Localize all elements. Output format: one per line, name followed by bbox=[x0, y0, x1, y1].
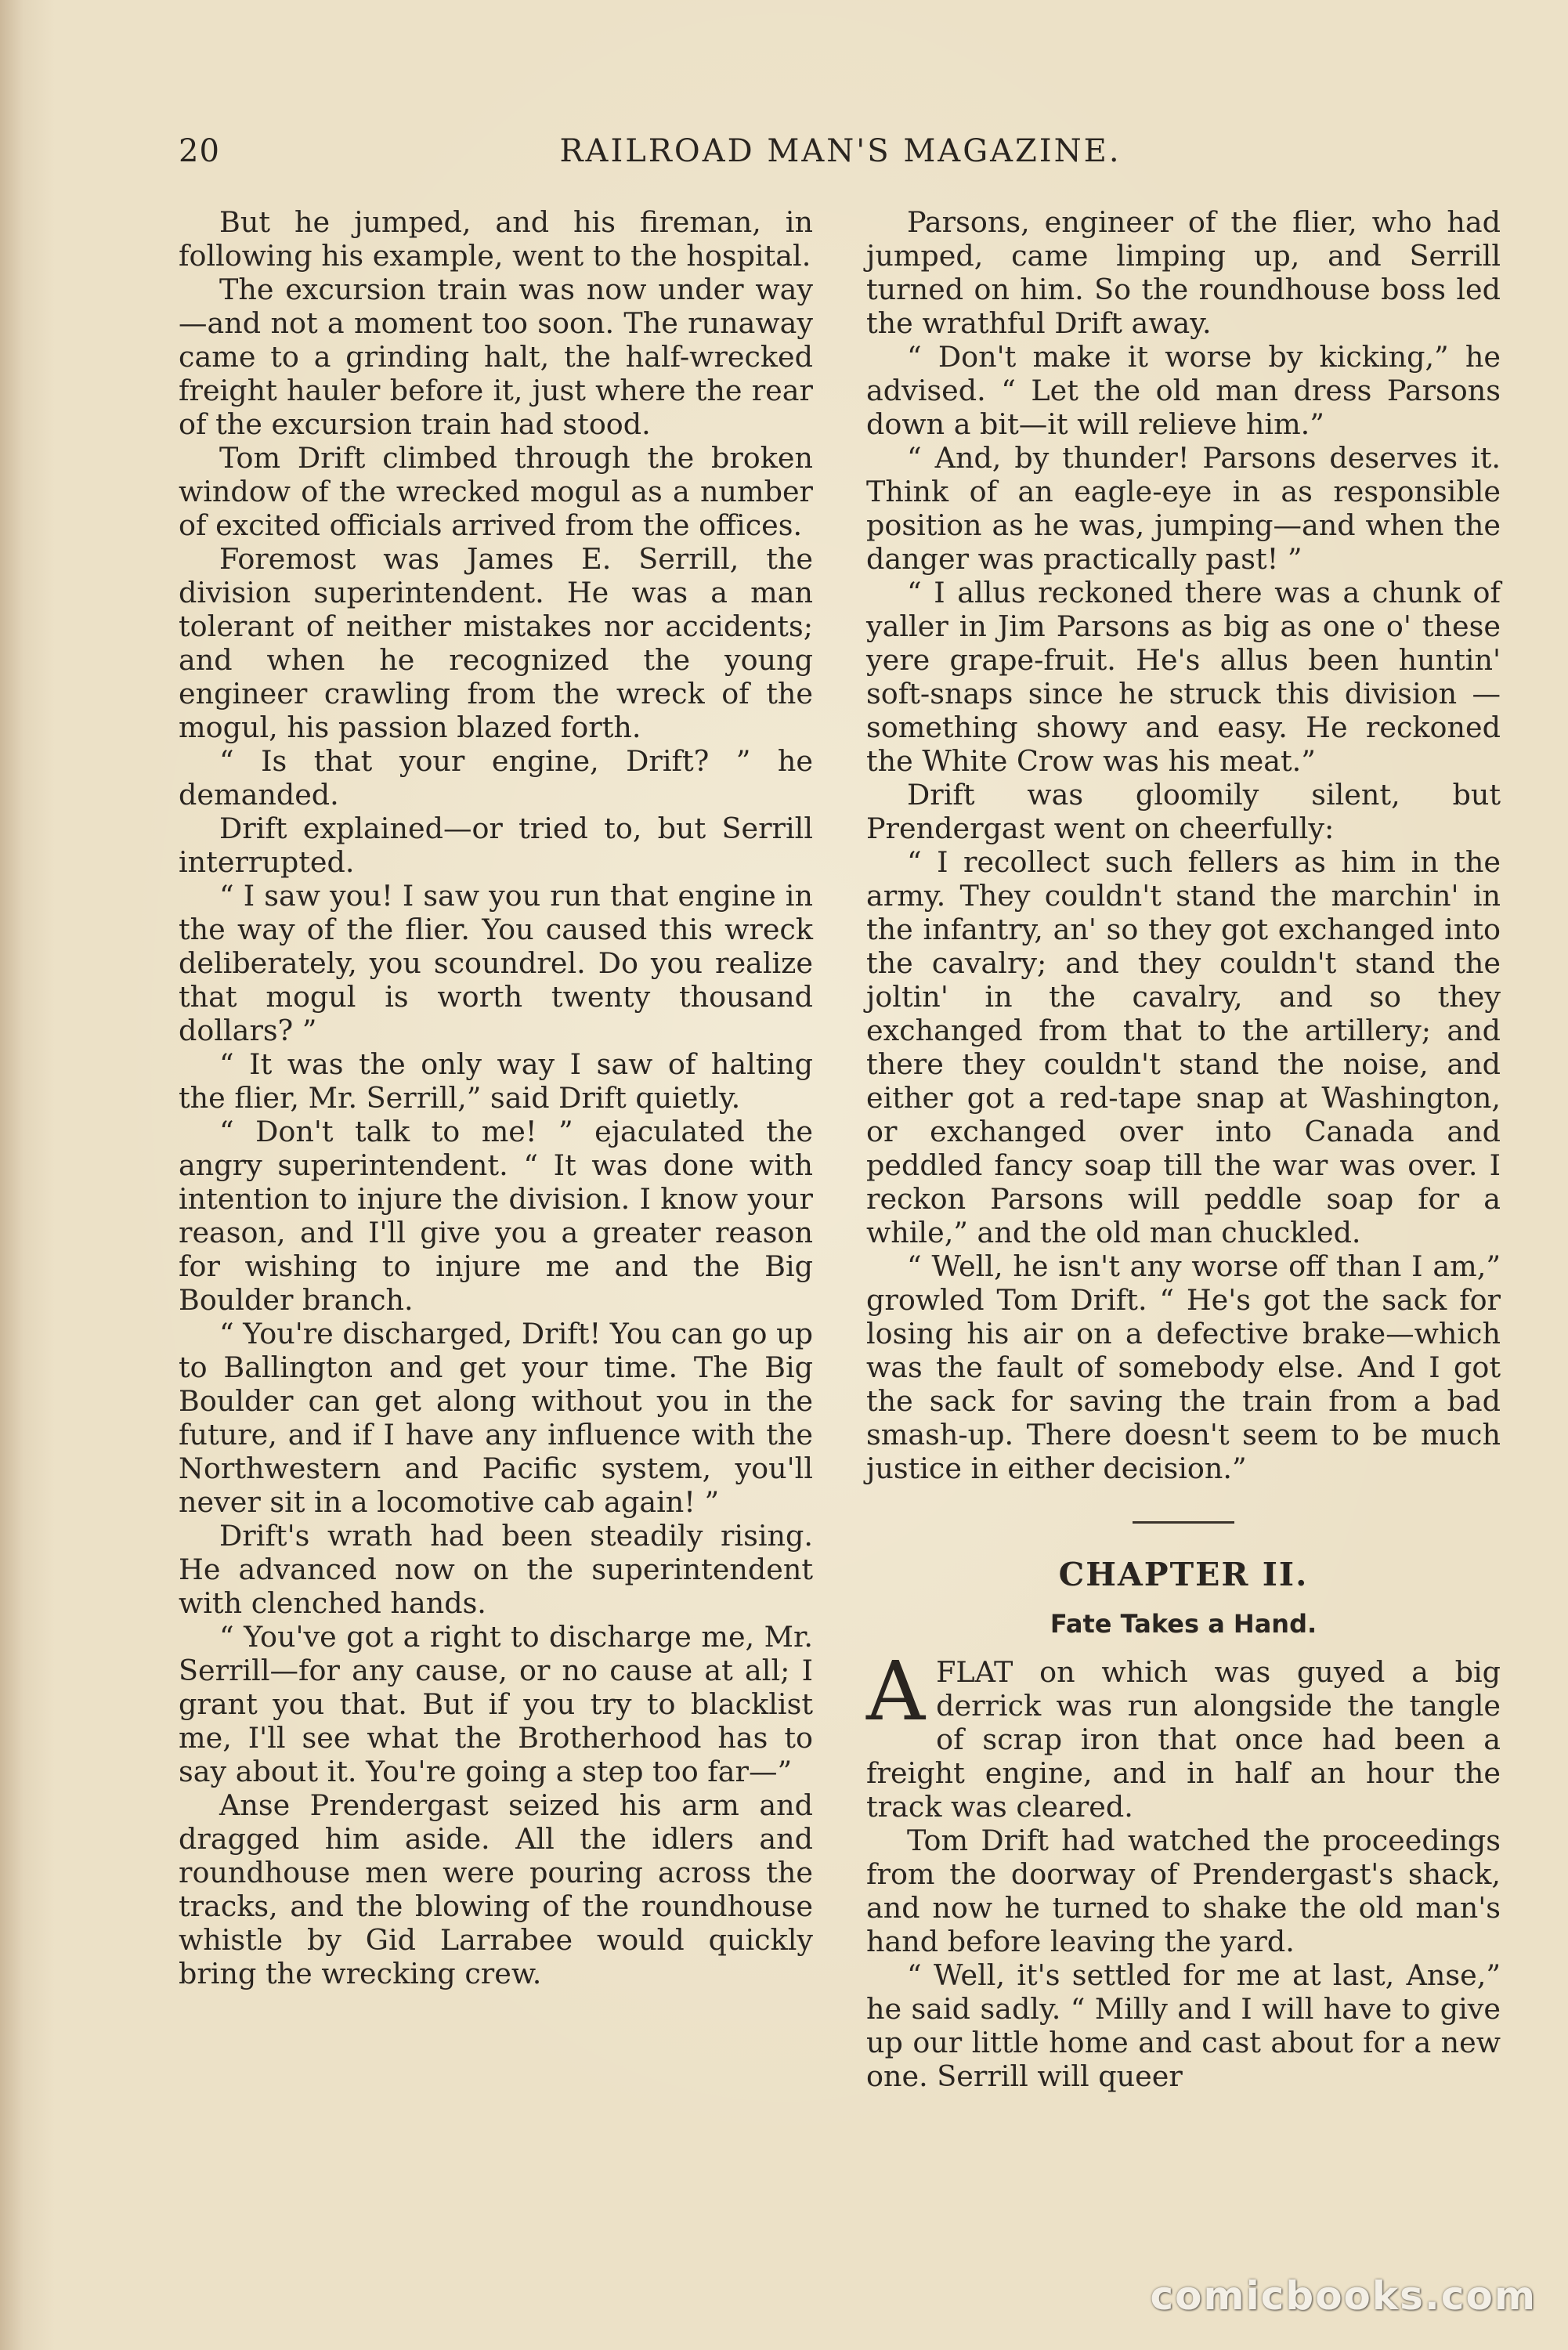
paragraph: Tom Drift climbed through the broken window of the wrecked mogul as a number of excited officials arrived from the offices. bbox=[179, 441, 813, 542]
chapter-subtitle: Fate Takes a Hand. bbox=[1050, 1609, 1317, 1639]
left-column bbox=[179, 205, 813, 1990]
paragraph: Drift was gloomily silent, but Prendergast went on cheerfully: bbox=[866, 778, 1501, 845]
paragraph: “ Don't talk to me! ” ejaculated the angry superintendent. “ It was done with intention to injure the division. I know your reason, and I'll give you a greater reason for wishing to injure me and the Big Boulder branch. bbox=[179, 1115, 813, 1317]
paragraph: “ And, by thunder! Parsons deserves it. Think of an eagle-eye in as responsible position as he was, jumping—and when the danger was practically past! ” bbox=[866, 441, 1501, 576]
watermark: comicbooks.com bbox=[1150, 2273, 1537, 2319]
paragraph: “ Is that your engine, Drift? ” he demanded. bbox=[179, 744, 813, 812]
paragraph: Tom Drift had watched the proceedings from the doorway of Prendergast's shack, and now he turned to shake the old man's hand before leaving the yard. bbox=[866, 1824, 1501, 1958]
paragraph: “ It was the only way I saw of halting the flier, Mr. Serrill,” said Drift quietly. bbox=[179, 1047, 813, 1115]
paragraph: “ Don't make it worse by kicking,” he advised. “ Let the old man dress Parsons down a bit—it will relieve him.” bbox=[866, 340, 1501, 441]
chapter-lead-paragraph bbox=[866, 1643, 1501, 1824]
paragraph: Parsons, engineer of the flier, who had jumped, came limping up, and Serrill turned on him. So the roundhouse boss led the wrathful Drift away. bbox=[866, 205, 1501, 340]
running-head: RAILROAD MAN'S MAGAZINE. bbox=[559, 133, 1122, 169]
paragraph: “ I recollect such fellers as him in the army. They couldn't stand the marchin' in the infantry, an' so they got exchanged into the cavalry; and they couldn't stand the joltin' in the cavalry, and so they exchanged from that to the artillery; and there they couldn't stand the noise, and either got a red-tape snap at Washington, or exchanged over into Canada and peddled fancy soap till the war was over. I reckon Parsons will peddle soap for a while,” and the old man chuckled. bbox=[866, 845, 1501, 1249]
chapter-heading: CHAPTER II. bbox=[1058, 1556, 1309, 1593]
paragraph: Drift explained—or tried to, but Serrill interrupted. bbox=[179, 812, 813, 879]
paragraph: Drift's wrath had been steadily rising. He advanced now on the superintendent with clenched hands. bbox=[179, 1519, 813, 1620]
right-column bbox=[866, 205, 1501, 2093]
page-header bbox=[179, 133, 1502, 180]
paragraph: But he jumped, and his fireman, in following his example, went to the hospital. bbox=[179, 205, 813, 273]
paragraph: The excursion train was now under way—and not a moment too soon. The runaway came to a grinding halt, the half-wrecked freight hauler before it, just where the rear of the excursion train had stood. bbox=[179, 273, 813, 441]
paragraph: “ You've got a right to discharge me, Mr. Serrill—for any cause, or no cause at all; I grant you that. But if you try to blacklist me, I'll see what the Brotherhood has to say about it. You're going a step too far—” bbox=[179, 1620, 813, 1788]
paragraph: “ I saw you! I saw you run that engine in the way of the flier. You caused this wreck deliberately, you scoundrel. Do you realize that mogul is worth twenty thousand dollars? ” bbox=[179, 879, 813, 1047]
paragraph: “ Well, he isn't any worse off than I am,” growled Tom Drift. “ He's got the sack for losing his air on a defective brake—which was the fault of somebody else. And I got the sack for saving the train from a bad smash-up. There doesn't seem to be much justice in either decision.” bbox=[866, 1249, 1501, 1485]
drop-cap: A bbox=[866, 1643, 926, 1739]
paragraph: “ Well, it's settled for me at last, Anse,” he said sadly. “ Milly and I will have to give up our little home and cast about for a new one. Serrill will queer bbox=[866, 1958, 1501, 2093]
paragraph: Foremost was James E. Serrill, the division superintendent. He was a man tolerant of neither mistakes nor accidents; and when he recognized the young engineer crawling from the wreck of the mogul, his passion blazed forth. bbox=[179, 542, 813, 744]
lead-text: FLAT on which was guyed a big derrick was run alongside the tangle of scrap iron that once had been a freight engine, and in half an hour the track was cleared. bbox=[866, 1655, 1501, 1824]
paragraph: “ You're discharged, Drift! You can go up to Ballington and get your time. The Big Boulder can get along without you in the future, and if I have any influence with the Northwestern and Pacific system, you'll never sit in a locomotive cab again! ” bbox=[179, 1317, 813, 1519]
paragraph: Anse Prendergast seized his arm and dragged him aside. All the idlers and roundhouse men were pouring across the tracks, and the blowing of the roundhouse whistle by Gid Larrabee would quickly bring the wrecking crew. bbox=[179, 1788, 813, 1990]
section-divider bbox=[1133, 1521, 1234, 1524]
paragraph: “ I allus reckoned there was a chunk of yaller in Jim Parsons as big as one o' these yere grape-fruit. He's allus been huntin' soft-snaps since he struck this division — something showy and easy. He reckoned the White Crow was his meat.” bbox=[866, 576, 1501, 778]
page-number: 20 bbox=[179, 133, 220, 169]
